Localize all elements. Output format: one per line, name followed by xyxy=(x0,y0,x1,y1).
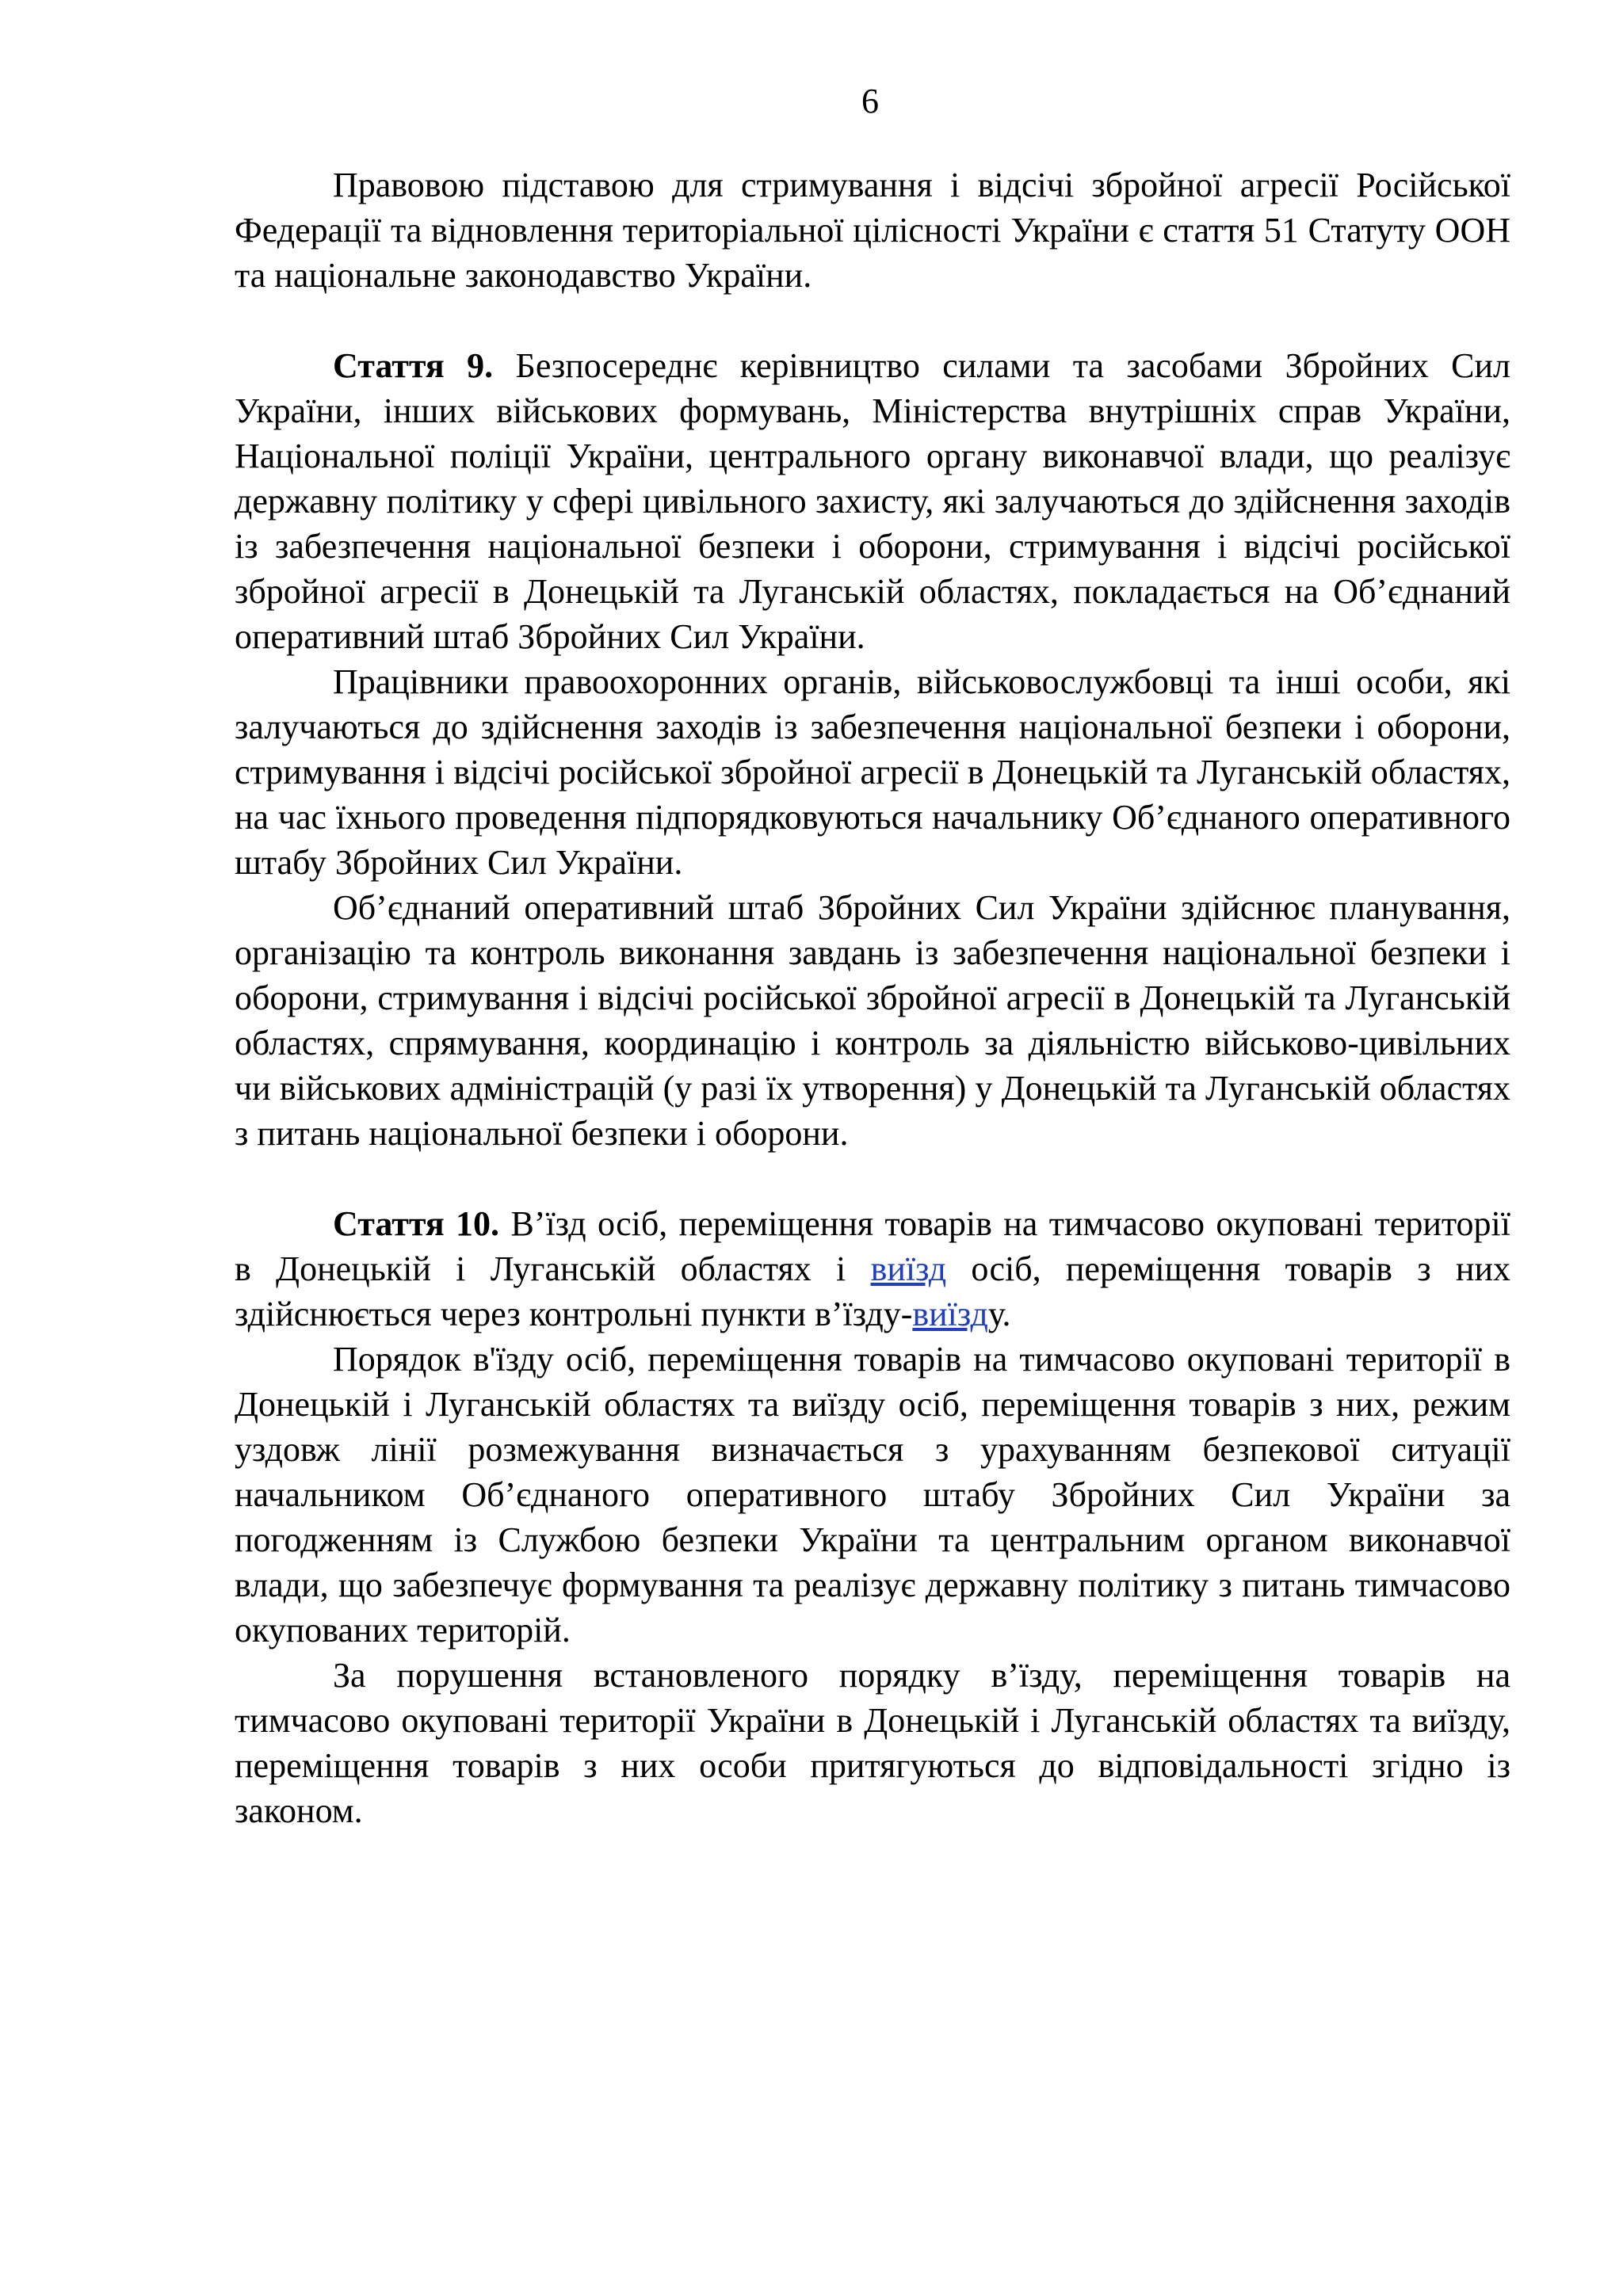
page-number: 6 xyxy=(861,82,879,120)
article-10 xyxy=(235,1201,1510,1337)
paragraph-legal-basis: Правовою підставою для стримування і відсічі збройної агресії Російської Федерації та відновлення територіальної цілісності України є стаття 51 Статуту ООН та національне законодавство України. xyxy=(235,166,1510,295)
paragraph-gap xyxy=(235,1156,1510,1201)
article-10-text-c: у. xyxy=(987,1295,1011,1333)
article-9-text: Безпосереднє керівництво силами та засобами Збройних Сил України, інших військових формувань, Міністерства внутрішніх справ України, Національної поліції України, центрального органу виконавчої влади, що реалізує державну політику у сфері цивільного захисту, які залучаються до здійснення заходів із забезпечення національної безпеки і оборони, стримування і відсічі російської збройної агресії в Донецькій та Луганській областях, покладається на Об’єднаний оперативний штаб Збройних Сил України. xyxy=(235,346,1510,656)
article-9-title: Стаття 9. xyxy=(333,346,494,385)
article-9 xyxy=(235,343,1510,659)
document-body xyxy=(235,162,1510,1833)
article-10-title: Стаття 10. xyxy=(333,1204,500,1243)
exit-link-1[interactable]: виїзд xyxy=(870,1249,947,1288)
paragraph-gap xyxy=(235,298,1510,343)
paragraph-liability: За порушення встановленого порядку в’їзду, переміщення товарів на тимчасово окуповані території України в Донецькій і Луганській областях та виїзду, переміщення товарів з них особи притягуються до відповідальності згідно із законом. xyxy=(235,1656,1510,1830)
article-10-text-b: осіб, переміщення товарів з них здійснюється через контрольні пункти в’їзду- xyxy=(235,1249,1510,1333)
article-10-text-a: В’їзд осіб, переміщення товарів на тимчасово окуповані території в Донецькій і Луганській областях і xyxy=(235,1204,1510,1288)
paragraph-entry-procedure: Порядок в'їзду осіб, переміщення товарів на тимчасово окуповані території в Донецькій і Луганській областях та виїзду осіб, переміщення товарів з них, режим уздовж лінії розмежування визначається з урахуванням безпекової ситуації начальником Об’єднаного оперативного штабу Збройних Сил України за погодженням із Службою безпеки України та центральним органом виконавчої влади, що забезпечує формування та реалізує державну політику з питань тимчасово окупованих територій. xyxy=(235,1340,1510,1650)
paragraph-law-enforcement: Працівники правоохоронних органів, військовослужбовці та інші особи, які залучаються до здійснення заходів із забезпечення національної безпеки і оборони, стримування і відсічі російської збройної агресії в Донецькій та Луганській областях, на час їхнього проведення підпорядковуються начальнику Об’єднаного оперативного штабу Збройних Сил України. xyxy=(235,662,1510,882)
paragraph-joint-staff: Об’єднаний оперативний штаб Збройних Сил України здійснює планування, організацію та контроль виконання завдань із забезпечення національної безпеки і оборони, стримування і відсічі російської збройної агресії в Донецькій та Луганській областях, спрямування, координацію і контроль за діяльністю військово-цивільних чи військових адміністрацій (у разі їх утворення) у Донецькій та Луганській областях з питань національної безпеки і оборони. xyxy=(235,888,1510,1153)
exit-link-2[interactable]: виїзд xyxy=(912,1295,988,1333)
